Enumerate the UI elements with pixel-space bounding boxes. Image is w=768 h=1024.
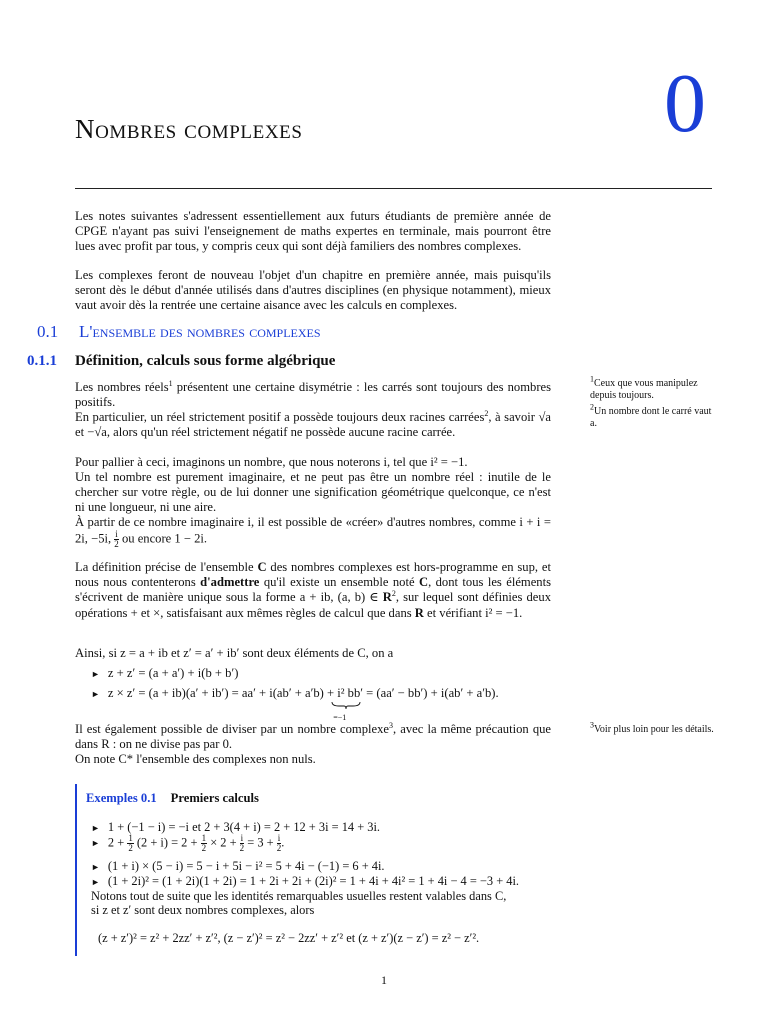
subsection-title: Définition, calculs sous forme algébrique — [75, 353, 336, 369]
sidenote-2: $^2$Un nombre dont le carré vaut a. — [590, 402, 712, 429]
example-line-7: (z + z′)² = z² + 2zz′ + z′², (z − z′)² = z² − 2zz′ + z′² et (z + z′)(z − z′) = z² − z′². — [98, 931, 480, 945]
example-line-6: si z et z′ sont deux nombres complexes, alors — [91, 903, 315, 917]
subsection-number: 0.1.1 — [27, 353, 57, 369]
bullet-product: ► z × z′ = (a + ib)(a′ + ib′) = aa′ + i(ab′ + a′b) + i² =−1 bb′ = (aa′ − bb′) + i(ab′ + a′b). — [91, 686, 499, 722]
section-heading — [37, 322, 321, 342]
paragraph-not-real: Un tel nombre est purement imaginaire, et ne peut pas être un nombre réel : inutile de le chercher sur votre règle, ou de lui donner une signification géométrique quelconque, ce n'est ni une longueur, ni une aire. — [75, 470, 551, 515]
paragraph-create: À partir de ce nombre imaginaire i, il est possible de «créer» d'autres nombres, comme i + i = 2i, −5i, $\frac{i}{2}$ ou encore 1 − 2i. — [75, 515, 551, 550]
intro-paragraph-2: Les complexes feront de nouveau l'objet d'un chapitre en première année, mais puisqu'ils seront dès le début d'année utilisés dans d'autres disciplines (en physique notamment), mieux vaut avoir dès la rentrée une certaine aisance avec les calculs en complexes. — [75, 268, 551, 313]
paragraph-division: Il est également possible de diviser par un nombre complexe$^3$, avec la même précaution que dans R : on ne divise pas par 0. — [75, 720, 551, 752]
chapter-title: Nombres complexes — [75, 114, 303, 144]
example-line-2: ► 2 + $\frac{1}{2}$ (2 + i) = 2 + $\frac{1}{2}$ × 2 + $\frac{i}{2}$ = 3 + $\frac{i}{2}$ . — [91, 833, 285, 853]
example-line-3: ► (1 + i) × (5 − i) = 5 − i + 5i − i² = 5 + 4i − (−1) = 6 + 4i. — [91, 859, 385, 873]
example-heading — [86, 791, 259, 806]
paragraph-cstar: On note C* l'ensemble des complexes non nuls. — [75, 752, 316, 766]
paragraph-ainsi: Ainsi, si z = a + ib et z′ = a′ + ib′ sont deux éléments de C, on a — [75, 646, 394, 660]
example-line-4: ► (1 + 2i)² = (1 + 2i)(1 + 2i) = 1 + 2i + 2i + (2i)² = 1 + 4i + 4i² = 1 + 4i − 4 = −3 + 4i. — [91, 874, 520, 888]
sidenote-1: $^1$Ceux que vous manipulez depuis toujours. — [590, 374, 698, 401]
section-number: 0.1 — [37, 322, 59, 341]
paragraph-imaginary: Pour pallier à ceci, imaginons un nombre, que nous noterons i, tel que i² = −1. — [75, 455, 468, 469]
underbrace-i-squared: i² =−1 — [337, 686, 344, 701]
sidenote-3: $^3$Voir plus loin pour les détails. — [590, 720, 714, 735]
subsection-heading — [27, 353, 335, 370]
intro-paragraph-1: Les notes suivantes s'adressent essentiellement aux futurs étudiants de première année de CPGE n'ayant pas suivi l'enseignement de maths expertes en terminale, mais pourront être lues avec profit par tous, y compris ceux qui sont déjà familiers des nombres complexes. — [75, 209, 551, 254]
fraction-i-over-2: $\frac{i}{2}$ — [114, 529, 119, 550]
chapter-number: 0 — [664, 57, 706, 150]
paragraph-reals: Les nombres réels$^1$ présentent une certaine disymétrie : les carrés sont toujours des nombres positifs. — [75, 378, 552, 410]
example-label: Exemples 0.1 — [86, 791, 157, 805]
bullet-sum: ► z + z′ = (a + a′) + i(b + b′) — [91, 666, 239, 680]
paragraph-definition: La définition précise de l'ensemble C des nombres complexes est hors-programme en sup, et nous nous contenterons d'admettre qu'il existe un ensemble noté C, dont tous les éléments s'écrivent de manière unique sous la forme a + ib, (a, b) ∈ $R^2$, sur lequel sont définies deux opérations + et ×, satisfaisant aux mêmes règles de calcul que dans R et vérifiant i² = −1. — [75, 560, 551, 620]
title-rule — [75, 188, 712, 189]
paragraph-roots: En particulier, un réel strictement positif a possède toujours deux racines carrées$^2$, à savoir √a et −√a, alors qu'un réel strictement négatif ne possède aucune racine carrée. — [75, 408, 551, 440]
example-line-5: Notons tout de suite que les identités remarquables usuelles restent valables dans C, — [91, 889, 507, 903]
page-number: 1 — [381, 973, 387, 987]
section-title: L'ensemble des nombres complexes — [79, 322, 321, 341]
brace-icon — [331, 701, 361, 709]
example-line-1: ► 1 + (−1 − i) = −i et 2 + 3(4 + i) = 2 + 12 + 3i = 14 + 3i. — [91, 820, 381, 834]
example-title: Premiers calculs — [170, 791, 259, 805]
